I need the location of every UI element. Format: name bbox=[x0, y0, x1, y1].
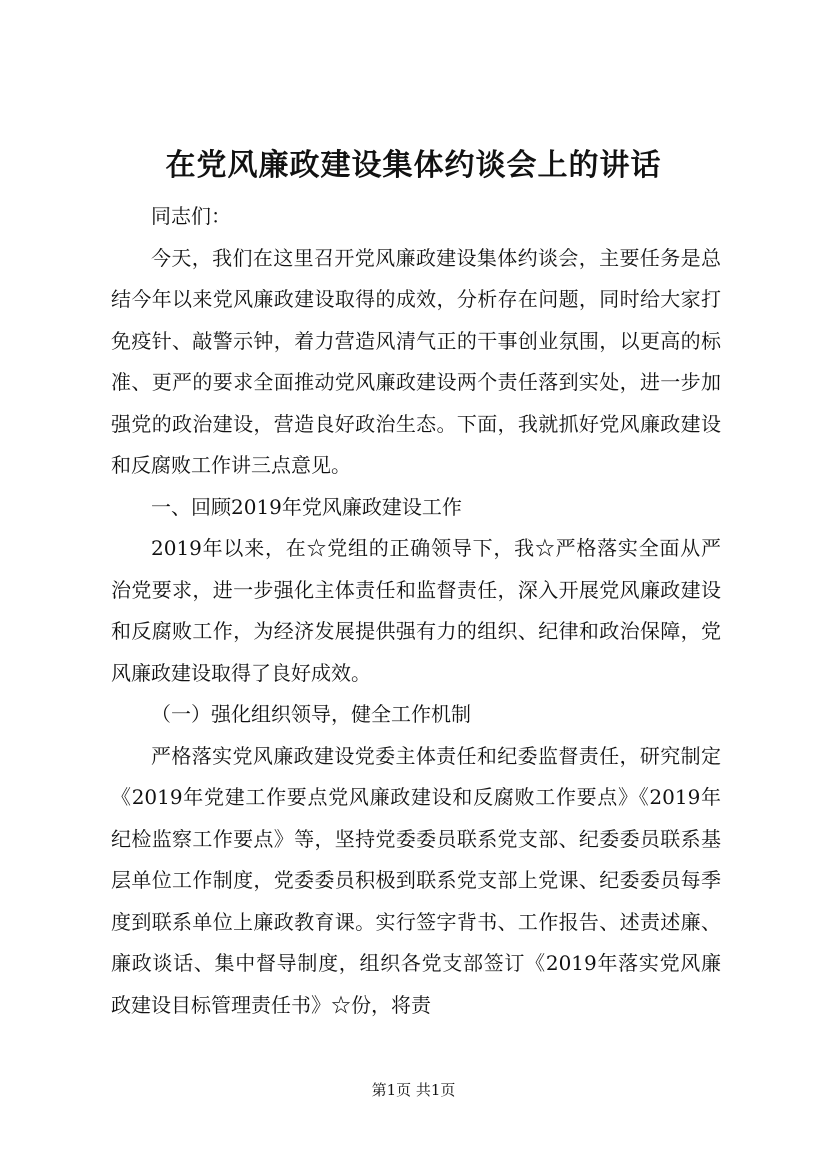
intro-paragraph: 今天，我们在这里召开党风廉政建设集体约谈会，主要任务是总结今年以来党风廉政建设取得的成效，分析存在问题，同时给大家打免疫针、敲警示钟，着力营造风清气正的干事创业氛围，以更高的标准、更严的要求全面推动党风廉政建设两个责任落到实处，进一步加强党的政治建设，营造良好政治生态。下面，我就抓好党风廉政建设和反腐败工作讲三点意见。 bbox=[111, 245, 721, 477]
salutation: 同志们： bbox=[151, 204, 231, 228]
document-body bbox=[111, 196, 721, 1026]
section-1-paragraph: 2019年以来，在☆党组的正确领导下，我☆严格落实全面从严治党要求，进一步强化主体责任和监督责任，深入开展党风廉政建设和反腐败工作，为经济发展提供强有力的组织、纪律和政治保障，党风廉政建设取得了良好成效。 bbox=[111, 536, 721, 685]
subsection-1-paragraph: 严格落实党风廉政建设党委主体责任和纪委监督责任，研究制定《2019年党建工作要点党风廉政建设和反腐败工作要点》《2019年纪检监察工作要点》等，坚持党委委员联系党支部、纪委委员联系基层单位工作制度，党委委员积极到联系党支部上党课、纪委委员每季度到联系单位上廉政教育课。实行签字背书、工作报告、述责述廉、廉政谈话、集中督导制度，组织各党支部签订《2019年落实党风廉政建设目标管理责任书》☆份，将责 bbox=[111, 743, 721, 1017]
section-heading-1: 一、回顾2019年党风廉政建设工作 bbox=[151, 494, 462, 519]
subsection-heading-1: （一）强化组织领导，健全工作机制 bbox=[151, 702, 471, 726]
document-title: 在党风廉政建设集体约谈会上的讲话 bbox=[165, 148, 662, 183]
page-footer: 第1页 共1页 bbox=[371, 1081, 456, 1099]
